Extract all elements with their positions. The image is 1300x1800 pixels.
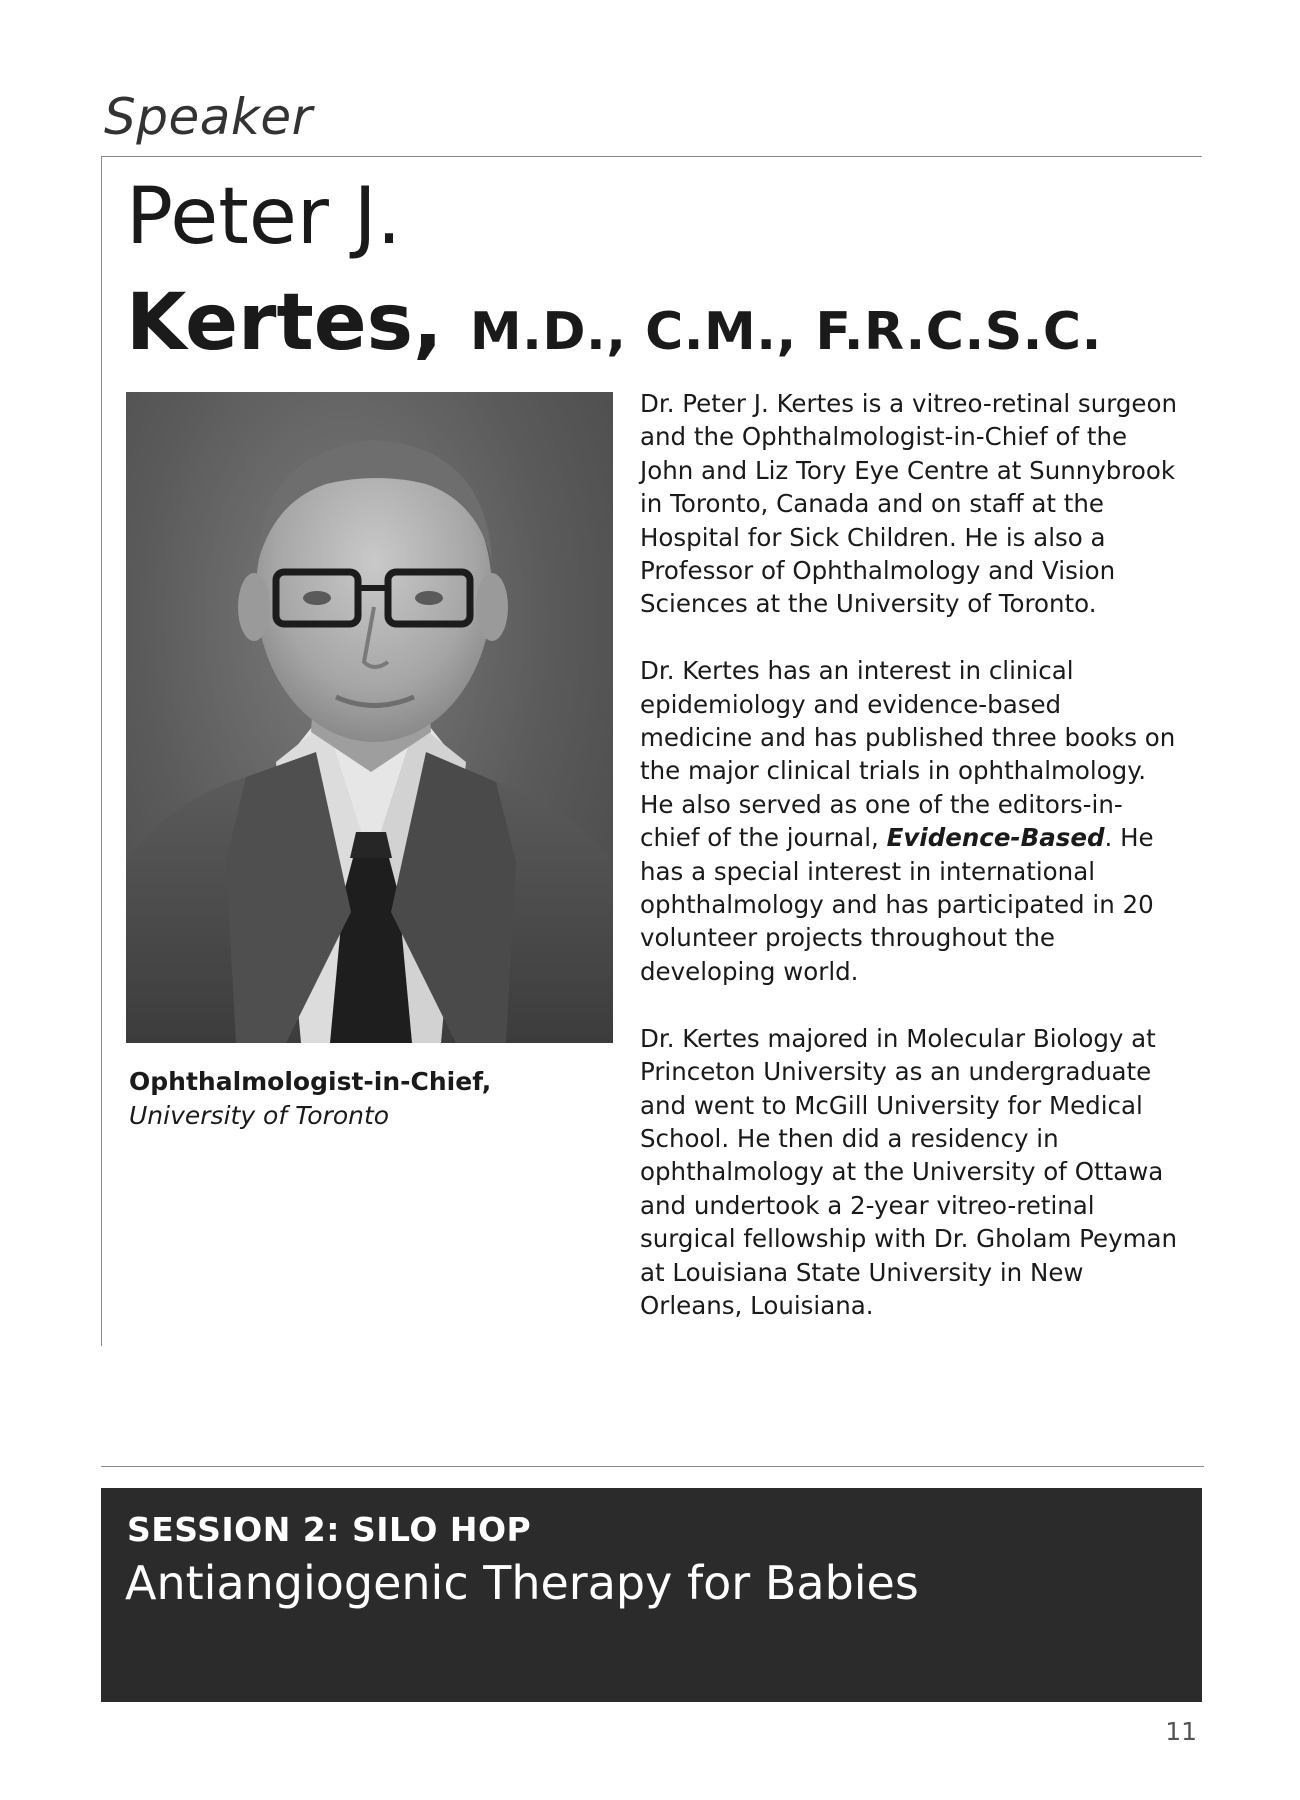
caption-role: Ophthalmologist-in-Chief, [129,1067,492,1096]
speaker-name-first: Peter J. [126,172,402,262]
session-title: Antiangiogenic Therapy for Babies [125,1556,919,1610]
bio-paragraph-2-end: . He has a special interest in international ophthalmology and has participated in 20 volunteer projects throughout the developing world. [640,823,1154,986]
speaker-biography [640,387,1180,1356]
speaker-credentials: M.D., C.M., F.R.C.S.C. [469,302,1102,362]
caption-organization: University of Toronto [129,1101,390,1130]
bio-paragraph-2 [640,654,1180,988]
bio-paragraph-1: Dr. Peter J. Kertes is a vitreo-retinal surgeon and the Ophthalmologist-in-Chief of the John and Liz Tory Eye Centre at Sunnybrook in Toronto, Canada and on staff at the Hospital for Sick Children. He is also a Professor of Ophthalmology and Vision Sciences at the University of Toronto. [640,389,1178,619]
bottom-divider [101,1466,1204,1467]
page-number: 11 [1165,1717,1197,1746]
bio-paragraph-3: Dr. Kertes majored in Molecular Biology at Princeton University as an undergraduate and went to McGill University for Medical School. He then did a residency in ophthalmology at the University of Ottawa and undertook a 2-year vitreo-retinal surgical fellowship with Dr. Gholam Peyman at Louisiana State University in New Orleans, Louisiana. [640,1023,1178,1320]
bio-paragraph-2-start: Dr. Kertes has an interest in clinical epidemiology and evidence-based medicine and has published three books on the major clinical trials in ophthalmology. He also served as one of the editors-in-chief of the journal, [640,656,1176,853]
session-label: SESSION 2: SILO HOP [127,1510,532,1549]
speaker-name-last-line [126,278,1102,368]
speaker-portrait-photo [126,392,613,1043]
portrait-illustration [126,392,613,1043]
top-divider [101,156,1202,157]
section-label: Speaker [104,88,313,146]
left-divider [101,156,102,1346]
speaker-name-last: Kertes, [126,278,443,368]
journal-name: Evidence-Based [886,823,1105,853]
photo-caption [129,1065,589,1133]
session-banner [101,1488,1202,1702]
